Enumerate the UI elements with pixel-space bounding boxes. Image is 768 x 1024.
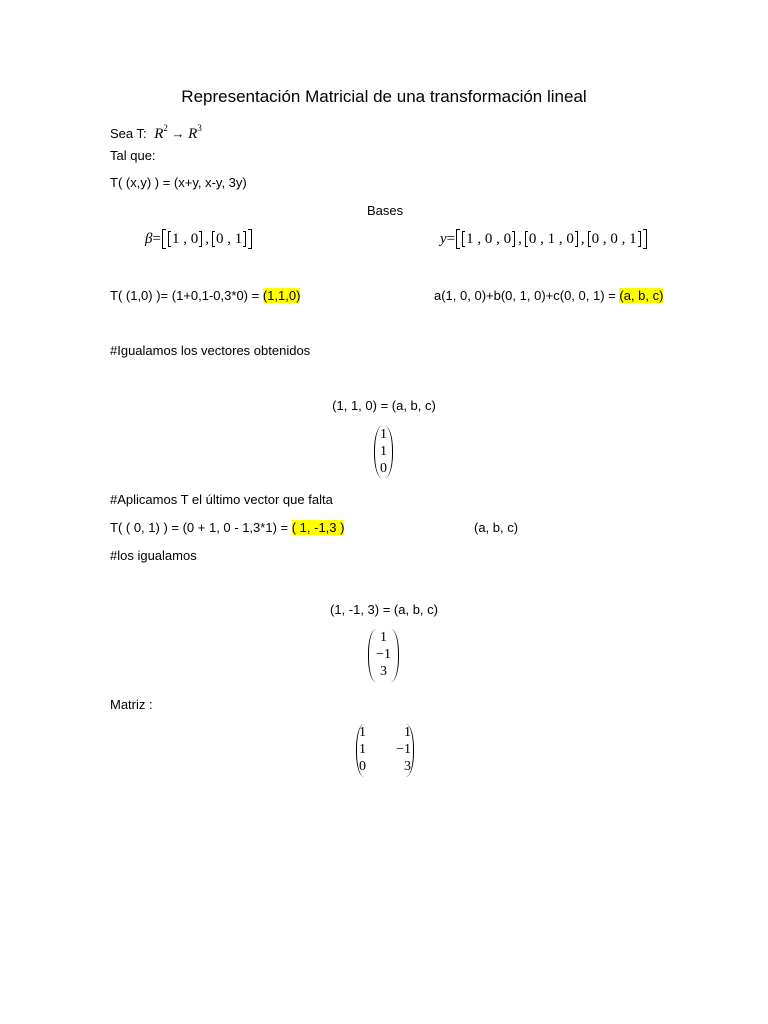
matrix-label: Matriz :	[110, 697, 153, 712]
gamma-vector-2: 0 , 1 , 0	[528, 231, 574, 247]
column-vector-1-entry: 1	[380, 444, 387, 459]
step2-left-highlight: ( 1, -1,3 )	[291, 520, 345, 535]
step1-left: T( (1,0) )= (1+0,1-0,3*0) = (1,1,0)	[110, 288, 301, 303]
matrix-cell: 3	[404, 759, 411, 774]
gamma-vector-1: 1 , 0 , 0	[466, 231, 512, 247]
matrix-cell: 0	[359, 759, 366, 774]
result-matrix	[356, 724, 414, 777]
comment-equalize-2: #los igualamos	[110, 548, 197, 563]
beta-equals: =	[152, 231, 161, 247]
step2-left: T( ( 0, 1) ) = (0 + 1, 0 - 1,3*1) = ( 1, -1,3 )	[110, 520, 345, 535]
column-vector-1-entry: 1	[380, 427, 387, 442]
equation-1: (1, 1, 0) = (a, b, c)	[332, 398, 436, 413]
tal-que-text: Tal que:	[110, 148, 156, 163]
sea-label: Sea T:	[110, 126, 147, 141]
comment-equalize: #Igualamos los vectores obtenidos	[110, 343, 311, 358]
beta-symbol: β	[145, 231, 153, 247]
gamma-vector-3: 0 , 0 , 1	[591, 231, 637, 247]
beta-vector-2: 0 , 1	[215, 231, 243, 247]
gamma-equals: =	[446, 231, 456, 247]
beta-close-bracket	[248, 229, 252, 249]
column-vector-1-entry: 0	[380, 461, 387, 476]
page-title: Representación Matricial de una transformación lineal	[181, 87, 587, 106]
gamma-open-bracket	[456, 229, 460, 249]
transformation-definition: T( (x,y) ) = (x+y, x-y, 3y)	[110, 175, 247, 190]
matrix-cell: 1	[404, 725, 411, 740]
column-vector-2-entry: 1	[380, 630, 387, 645]
gamma-basis: y = 1 , 0 , 0 , 0 , 1 , 0 , 0 , 0 , 1	[440, 229, 647, 249]
comment-apply: #Aplicamos T el último vector que falta	[110, 492, 333, 507]
step2-right: (a, b, c)	[474, 520, 519, 535]
column-vector-2-entry: 3	[380, 664, 387, 679]
beta-basis: β = 1 , 0 , 0 , 1	[145, 229, 252, 249]
step1-right-highlight: (a, b, c)	[619, 288, 664, 303]
codomain-space: $R^3$	[188, 123, 202, 142]
equation-2: (1, -1, 3) = (a, b, c)	[329, 602, 438, 617]
step1-left-highlight: (1,1,0)	[262, 288, 301, 303]
column-vector-2-entry: −1	[376, 647, 391, 662]
sea-line	[110, 120, 202, 142]
column-vector-2	[368, 629, 399, 682]
matrix-cell: 1	[359, 725, 366, 740]
bases-heading: Bases	[367, 203, 404, 218]
column-vector-1	[374, 426, 393, 478]
beta-vector-1: 1 , 0	[171, 231, 199, 247]
matrix-cell: −1	[396, 742, 411, 757]
beta-open-bracket	[162, 229, 166, 249]
gamma-close-bracket	[643, 229, 647, 249]
gamma-symbol: y	[440, 231, 447, 247]
matrix-cell: 1	[359, 742, 366, 757]
step1-right: a(1, 0, 0)+b(0, 1, 0)+c(0, 0, 1) = (a, b, c)	[434, 288, 664, 303]
domain-space: $R^2$	[154, 123, 168, 142]
arrow-icon: →	[171, 126, 185, 141]
